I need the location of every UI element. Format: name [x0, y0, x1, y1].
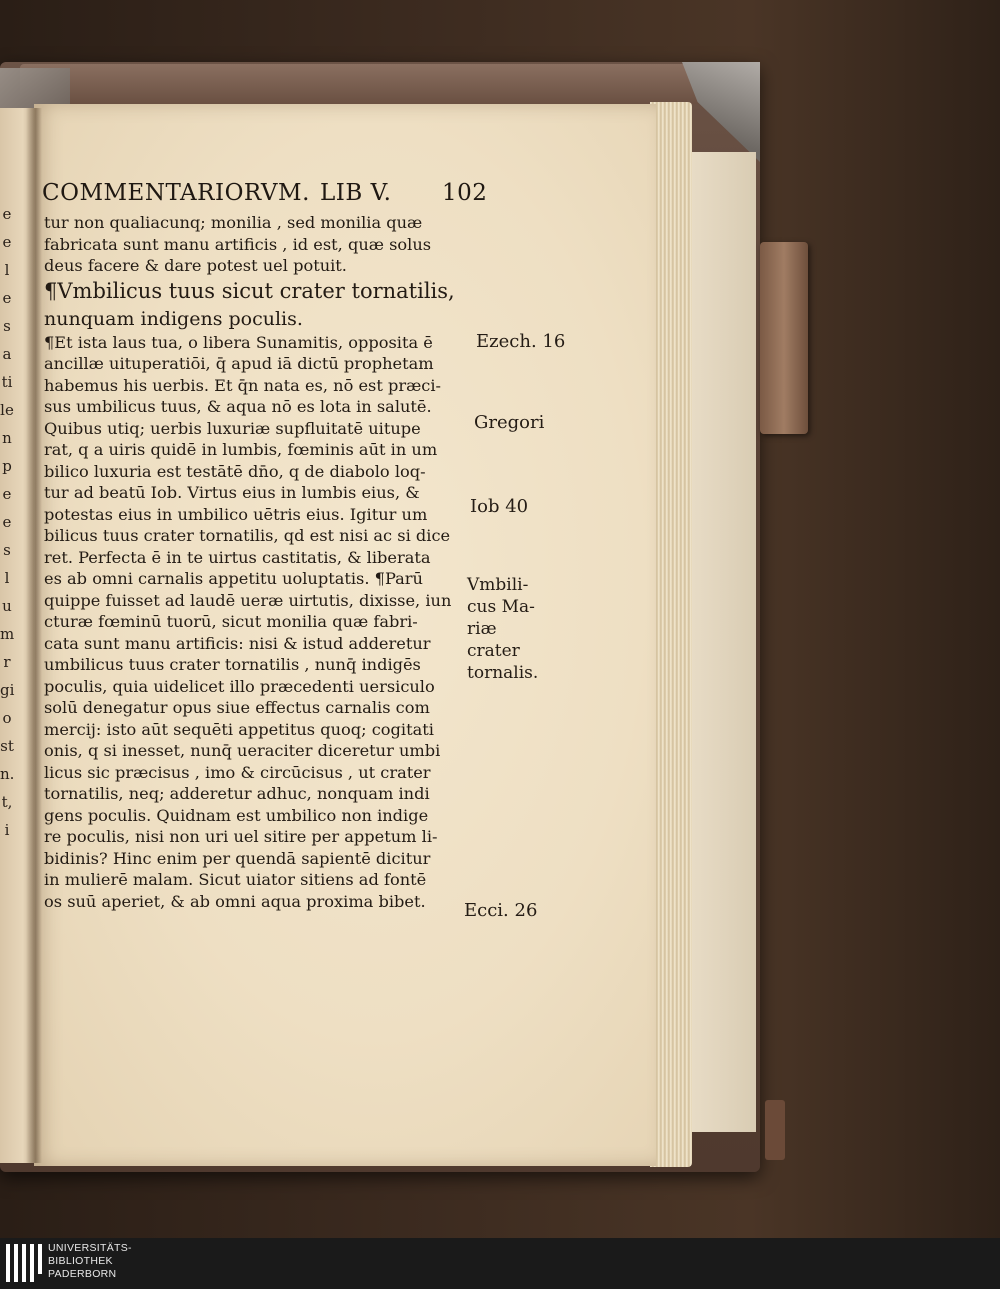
margin-note-gregori: Gregori: [474, 412, 545, 433]
left-page-fragment: ti: [1, 373, 13, 391]
left-page-fragments: [0, 200, 14, 844]
margin-note-line: cus Ma-: [467, 597, 535, 617]
running-header: [42, 180, 488, 210]
left-page-fragment: p: [2, 457, 12, 475]
left-page-fragment: e: [2, 289, 12, 307]
text-line: quippe fuisset ad laudē ueræ uirtutis, dixisse, iun: [44, 590, 452, 610]
left-page-fragment: u: [2, 597, 12, 615]
margin-note-line: riæ crater: [467, 619, 520, 661]
margin-note-ezech: Ezech. 16: [476, 331, 566, 352]
cover-top-edge: [20, 64, 710, 104]
text-line: tur ad beatū Iob. Virtus eius in lumbis eius, &: [44, 483, 420, 502]
left-page-fragment: s: [3, 541, 11, 559]
folio-number: 102: [442, 180, 488, 206]
text-line: in mulierē malam. Sicut uiator sitiens ad fontē: [44, 870, 427, 889]
text-line: cturæ fœminū tuorū, sicut monilia quæ fabri-: [44, 612, 418, 631]
left-page-fragment: s: [3, 317, 11, 335]
text-line: tornatilis, neq; adderetur adhuc, nonquam indi: [44, 784, 430, 803]
text-line: bilico luxuria est testātē dn̄o, q de diabolo loq-: [44, 461, 426, 481]
text-line: rat, q a uiris quidē in lumbis, fœminis aūt in um: [44, 440, 438, 459]
left-page-fragment: i: [4, 821, 10, 839]
gutter-shadow: [26, 108, 42, 1163]
text-line: gens poculis. Quidnam est umbilico non indige: [44, 805, 429, 825]
text-line: potestas eius in umbilico uētris eius. Igitur um: [44, 504, 428, 524]
margin-note-iob: Iob 40: [470, 496, 529, 517]
text-line: fabricata sunt manu artificis , id est, quæ solus: [44, 234, 432, 254]
header-title: COMMENTARIORVM.: [42, 180, 310, 206]
text-line: tur non qualiacunq; monilia , sed monilia quæ: [44, 213, 423, 232]
text-line: re poculis, nisi non uri uel sitire per appetum li-: [44, 827, 438, 846]
text-line: deus facere & dare potest uel potuit.: [44, 256, 347, 275]
left-page-fragment: m: [0, 625, 15, 643]
library-logo-text: [48, 1242, 132, 1281]
library-name-line: PADERBORN: [48, 1268, 117, 1280]
margin-note-ecci: Ecci. 26: [464, 900, 538, 921]
text-line: licus sic præcisus , imo & circūcisus , ut crater: [44, 762, 431, 782]
text-line: onis, q si inesset, nunq̄ ueraciter diceretur umbi: [44, 741, 441, 760]
book-clasp: [760, 242, 808, 434]
text-line: habemus his uerbis. Et q̄n nata es, nō est præci-: [44, 375, 442, 395]
library-name-line: BIBLIOTHEK: [48, 1255, 113, 1267]
left-page-fragment: t,: [1, 793, 13, 811]
left-page-fragment: l: [4, 569, 10, 587]
left-page-fragment: e: [2, 233, 12, 251]
text-line: ¶Vmbilicus tuus sicut crater tornatilis,: [44, 278, 455, 303]
text-line: nunquam indigens poculis.: [44, 307, 303, 330]
page-block-edges: [650, 102, 692, 1167]
text-line: sus umbilicus tuus, & aqua nō es lota in salutē.: [44, 397, 432, 416]
text-line: es ab omni carnalis appetitu uoluptatis. ¶Parū: [44, 569, 423, 588]
library-name-line: UNIVERSITÄTS-: [48, 1242, 132, 1254]
text-line: mercij: isto aūt sequēti appetitus quoq; cogitati: [44, 719, 434, 739]
text-line: ¶Et ista laus tua, o libera Sunamitis, opposita ē: [44, 332, 433, 352]
text-line: ancillæ uituperatiōi, q̄ apud iā dictū prophetam: [44, 354, 434, 373]
left-page-fragment: e: [2, 513, 12, 531]
left-page-fragment: e: [2, 205, 12, 223]
text-line: bilicus tuus crater tornatilis, qd est nisi ac si dice: [44, 526, 451, 545]
left-page-fragment: n.: [0, 765, 15, 783]
page-text-block: [44, 212, 462, 912]
text-line: cata sunt manu artificis: nisi & istud adderetur: [44, 633, 431, 653]
margin-note-umbilicus: [467, 574, 538, 684]
left-page-fragment: l: [4, 261, 10, 279]
left-page-fragment: gi: [0, 681, 15, 699]
left-page-fragment: r: [3, 653, 11, 671]
text-line: os suū aperiet, & ab omni aqua proxima bibet.: [44, 891, 426, 911]
book-clasp-lower: [765, 1100, 785, 1160]
library-logo-icon: [6, 1244, 42, 1282]
library-footer: [0, 1238, 1000, 1289]
text-line: poculis, quia uidelicet illo præcedenti uersiculo: [44, 676, 435, 696]
left-page-fragment: le: [0, 401, 14, 419]
margin-note-line: tornalis.: [467, 663, 539, 683]
left-page-fragment: n: [2, 429, 12, 447]
text-line: Quibus utiq; uerbis luxuriæ supfluitatē uitupe: [44, 418, 421, 438]
margin-note-line: Vmbili-: [467, 575, 529, 595]
left-page-fragment: e: [2, 485, 12, 503]
left-page-fragment: o: [2, 709, 12, 727]
text-line: solū denegatur opus siue effectus carnalis com: [44, 698, 430, 717]
left-page-fragment: a: [2, 345, 12, 363]
left-page-fragment: st: [0, 737, 14, 755]
header-book-number: LIB V.: [320, 180, 392, 206]
text-line: ret. Perfecta ē in te uirtus castitatis, & liberata: [44, 547, 431, 567]
text-line: bidinis? Hinc enim per quendā sapientē dicitur: [44, 848, 431, 868]
inserted-paper-strip: [690, 152, 756, 1132]
text-line: umbilicus tuus crater tornatilis , nunq̄ indigēs: [44, 655, 421, 674]
